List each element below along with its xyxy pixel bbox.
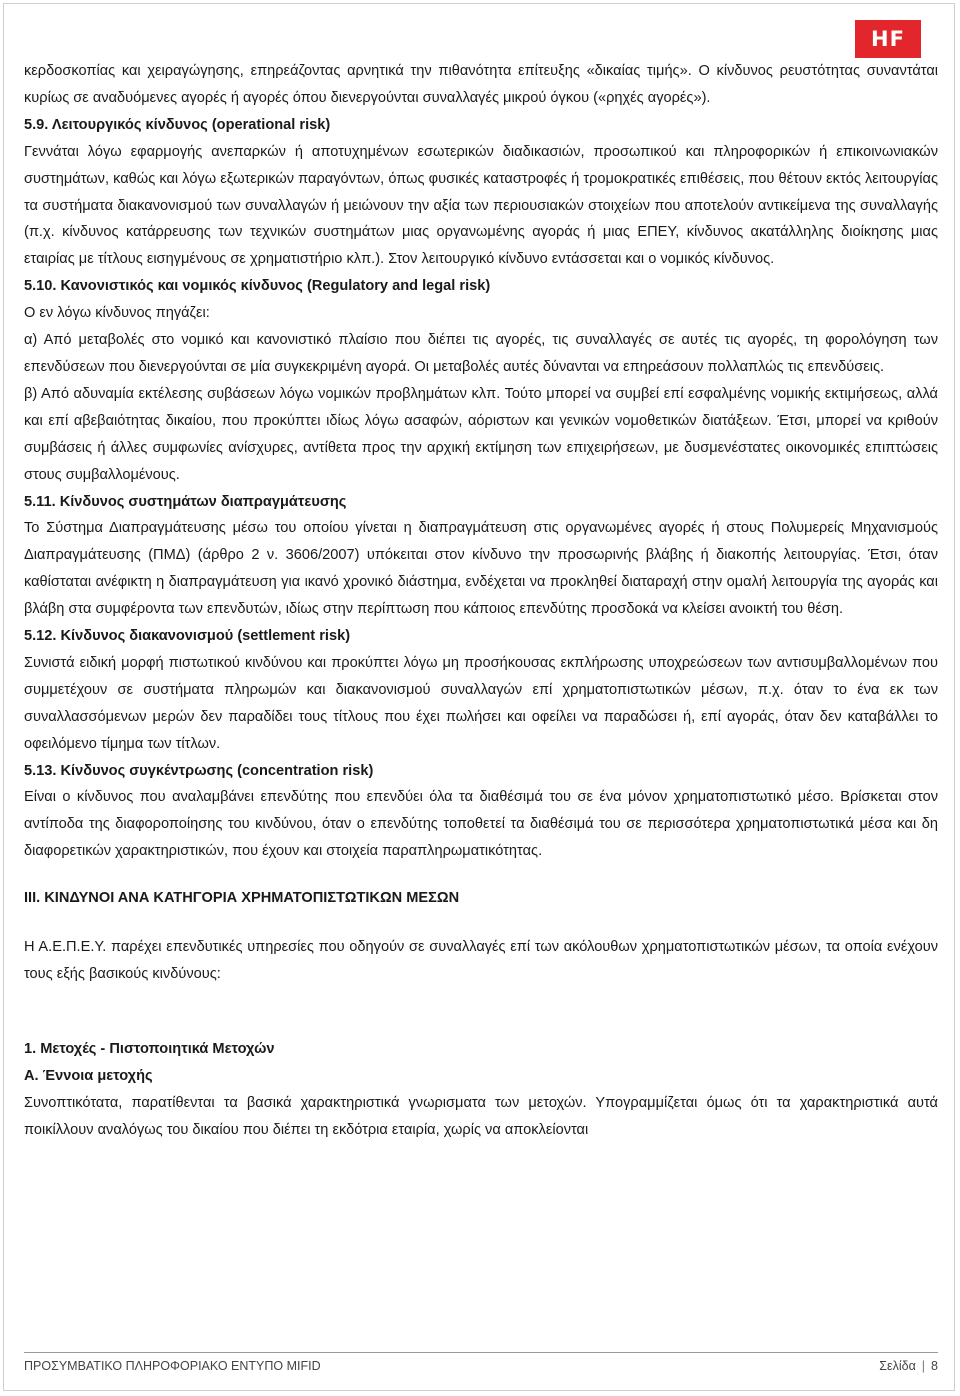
paragraph-5-13: Είναι ο κίνδυνος που αναλαμβάνει επενδύτης που επενδύει όλα τα διαθέσιμά του σε ένα μόνον χρηματοπιστωτικό μέσο. Βρίσκεται στον αντίποδα της διαφοροποίησης του κινδύνου, όταν ο επενδύτης τοποθετεί τα διαθέσιμά του σε περισσότερα χρηματοπιστωτικά μέσα και δη διαφορετικών χαρακτηριστικών, που έχουν και στοιχεία παραπληρωματικότητας. (24, 789, 938, 860)
hf-logo: HF (855, 20, 921, 58)
heading-5-11: 5.11. Κίνδυνος συστημάτων διαπραγμάτευσης (24, 493, 347, 510)
heading-shares: 1. Μετοχές - Πιστοποιητικά Μετοχών (24, 1040, 275, 1057)
heading-5-13: 5.13. Κίνδυνος συγκέντρωσης (concentration risk) (24, 762, 374, 779)
paragraph-5-10-b: β) Από αδυναμία εκτέλεσης συβάσεων λόγω νομικών προβλημάτων κλπ. Τούτο μπορεί να συμβεί επί εσφαλμένης νομικής εκτιμήσεως, αλλά και επί αβεβαιότητας δικαίου, που προκύπτει ιδίως λόγω ασαφών, αόριστων και γενικών νομοθετικών διατάξεων. Έτσι, μπορεί να κριθούν συμβάσεις ή άλλες συμφωνίες ανίσχυρες, αντίθετα προς την αρχική εκτίμηση των επιχειρήσεων, με δυσμενέστατες οικονομικές επιπτώσεις στους συμβαλλομένους. (24, 385, 938, 483)
spacer (24, 988, 938, 1036)
paragraph-5-9: Γεννάται λόγω εφαρμογής ανεπαρκών ή αποτυχημένων εσωτερικών διαδικασιών, προσωπικού και πληροφορικών ή επικοινωνιακών συστημάτων, καθώς και λόγω εξωτερικών παραγόντων, όπως φυσικές καταστροφές ή τρομοκρατικές επιθέσεις, που θέτουν εκτός λειτουργίας τα συστήματα διακανονισμού των συναλλαγών ή μειώνουν την αξία των περιουσιακών στοιχείων που αποτελούν αντικείμενα της συναλλαγής (π.χ. κίνδυνος κατάρρευσης των τεχνικών συστημάτων μιας οργανωμένης αγοράς ή μιας ΕΠΕΥ, κίνδυνος ακατάλληλης διοίκησης μιας εταιρίας με τίτλους εισηγμένους σε χρηματιστήριο κλπ.). Στον λειτουργικό κίνδυνο εντάσσεται και ο νομικός κίνδυνος. (24, 143, 938, 268)
paragraph-liquidity-continued: κερδοσκοπίας και χειραγώγησης, επηρεάζοντας αρνητικά την πιθανότητα επίτευξης «δικαίας τιμής». Ο κίνδυνος ρευστότητας συναντάται κυρίως σε αναδυόμενες αγορές ή αγορές όπου διενεργούνται συναλλαγές μικρού όγκου («ρηχές αγορές»). (24, 63, 938, 106)
footer-doc-title: ΠΡΟΣΥΜΒΑΤΙΚΟ ΠΛΗΡΟΦΟΡΙΑΚΟ ΕΝΤΥΠΟ MIFID (24, 1359, 321, 1373)
paragraph-share-concept: Συνοπτικότατα, παρατίθενται τα βασικά χαρακτηριστικά γνωρισματα των μετοχών. Υπογραμμίζεται όμως ότι τα χαρακτηριστικά αυτά ποικίλλουν αναλόγως του δικαίου που διέπει τη εκδότρια εταιρία, χωρίς να αποκλείονται (24, 1094, 938, 1138)
paragraph-5-11: Το Σύστημα Διαπραγμάτευσης μέσω του οποίου γίνεται η διαπραγμάτευση στις οργανωμένες αγορές ή στους Πολυμερείς Μηχανισμούς Διαπραγμάτευσης (ΠΜΔ) (άρθρο 2 ν. 3606/2007) υπόκειται στον κίνδυνο την προσωρινής βλάβης ή διακοπής λειτουργίας. Έτσι, όταν καθίσταται ανέφικτη η διαπραγμάτευση για ικανό χρονικό διάστημα, ενδέχεται να προκληθεί διαταραχή στην ομαλή λειτουργία της αγοράς και βλάβη στα συμφέροντα των επενδυτών, ιδίως στην περίπτωση που κάποιος επενδύτης προσδοκά να κλείσει ανοικτή του θέση. (24, 520, 938, 618)
document-body (24, 58, 938, 1144)
heading-5-10: 5.10. Κανονιστικός και νομικός κίνδυνος (Regulatory and legal risk) (24, 278, 491, 295)
footer-page-info (879, 1359, 938, 1373)
heading-share-concept: Α. Έννοια μετοχής (24, 1067, 153, 1084)
paragraph-5-12: Συνιστά ειδική μορφή πιστωτικού κινδύνου και προκύπτει λόγω μη προσήκουσας εκπλήρωσης υποχρεώσεων των αντισυμβαλλομένων που συμμετέχουν σε συστήματα πληρωμών και διακανονισμού συναλλαγών επί χρηματοπιστωτικών μέσων, π.χ. όταν το ένα εκ των συναλλασσόμενων μερών δεν παραδίδει τους τίτλους που έχει πωλήσει και οφείλει να παραδώσει ή, επί αγοράς, όταν δεν καταβάλλει το οφειλόμενο τίμημα των τίτλων. (24, 654, 938, 752)
paragraph-5-10-intro: Ο εν λόγω κίνδυνος πηγάζει: (24, 305, 210, 322)
page-footer (24, 1352, 938, 1373)
heading-5-12: 5.12. Κίνδυνος διακανονισμού (settlement risk) (24, 628, 351, 645)
paragraph-5-10-a: α) Από μεταβολές στο νομικό και κανονιστικό πλαίσιο που διέπει τις αγορές, τις συναλλαγές σε αυτές τις αγορές, τη φορολόγηση των επενδύσεων που διενεργούνται σε μία συγκεκριμένη αγορά. Οι μεταβολές αυτές δύνανται να επηρεάσουν πολλαπλώς τις επενδύσεις. (24, 332, 938, 375)
footer-page-number: 8 (931, 1359, 938, 1373)
heading-5-9: 5.9. Λειτουργικός κίνδυνος (operational risk) (24, 116, 331, 133)
heading-section-iii: III. ΚΙΝΔΥΝΟΙ ΑΝΑ ΚΑΤΗΓΟΡΙΑ ΧΡΗΜΑΤΟΠΙΣΤΩΤΙΚΩΝ ΜΕΣΩΝ (24, 890, 460, 907)
footer-page-label: Σελίδα (879, 1359, 916, 1373)
footer-separator: | (921, 1359, 926, 1373)
paragraph-section-iii: Η Α.Ε.Π.Ε.Υ. παρέχει επενδυτικές υπηρεσίες που οδηγούν σε συναλλαγές επί των ακόλουθων χρηματοπιστωτικών μέσων, τα οποία ενέχουν τους εξής βασικούς κινδύνους: (24, 939, 938, 982)
